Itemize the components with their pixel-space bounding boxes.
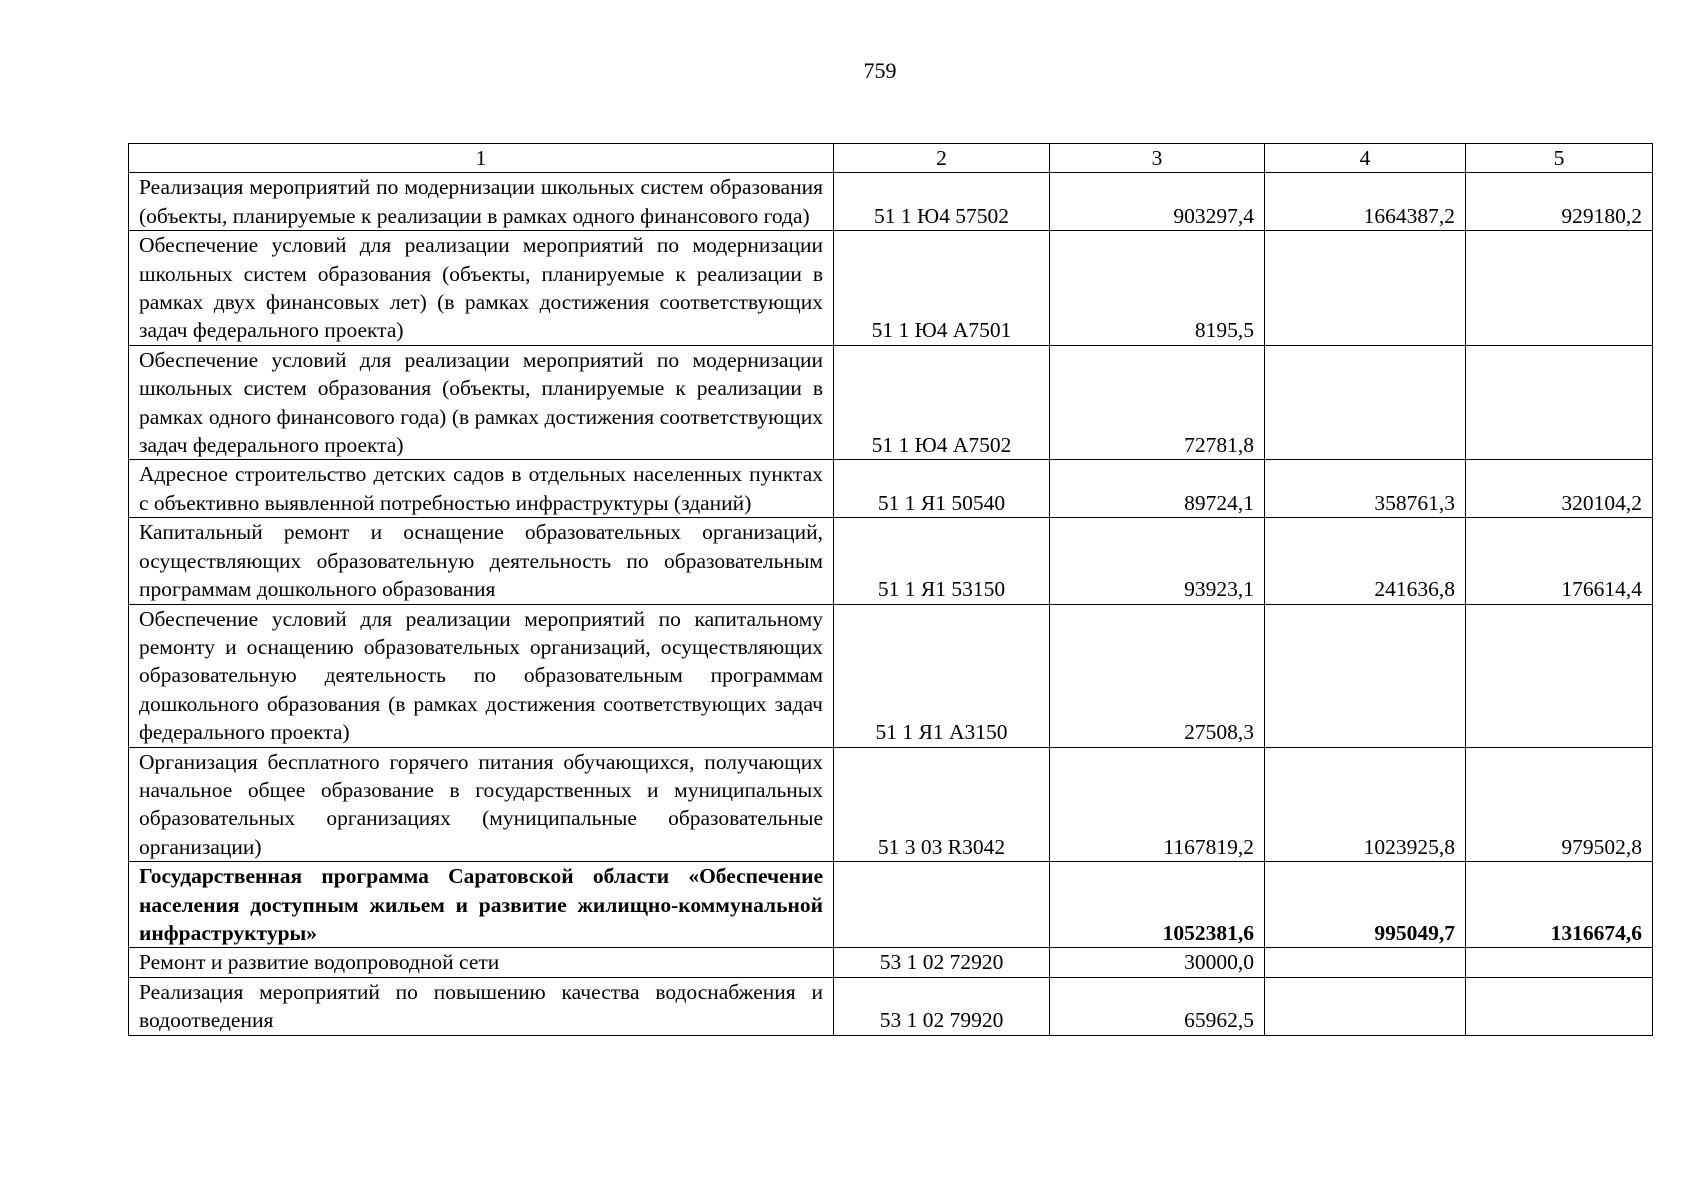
row-name: Организация бесплатного горячего питания обучающихся, получающих начальное общее образование в государственных и муниципальных образовательных организациях (муниципальные образовательные организации) — [129, 747, 834, 862]
table-row — [129, 604, 1653, 747]
row-value-3: 1052381,6 — [1050, 862, 1265, 948]
row-value-3: 65962,5 — [1050, 977, 1265, 1035]
table-row — [129, 948, 1653, 977]
row-value-5 — [1466, 948, 1653, 977]
row-name: Адресное строительство детских садов в отдельных населенных пунктах с объективно выявленной потребностью инфраструктуры (зданий) — [129, 460, 834, 518]
table-row — [129, 977, 1653, 1035]
row-name: Реализация мероприятий по модернизации школьных систем образования (объекты, планируемые к реализации в рамках одного финансового года) — [129, 173, 834, 231]
table-row — [129, 460, 1653, 518]
row-code: 51 1 Я1 50540 — [834, 460, 1050, 518]
row-value-5: 929180,2 — [1466, 173, 1653, 231]
row-value-5 — [1466, 345, 1653, 460]
row-code: 51 1 Ю4 А7502 — [834, 345, 1050, 460]
row-value-5 — [1466, 977, 1653, 1035]
row-name: Обеспечение условий для реализации мероприятий по капитальному ремонту и оснащению образовательных организаций, осуществляющих образовательную деятельность по образовательным программам дошкольного образования (в рамках достижения соответствующих задач федерального проекта) — [129, 604, 834, 747]
row-value-5: 176614,4 — [1466, 518, 1653, 604]
row-value-3: 27508,3 — [1050, 604, 1265, 747]
row-code: 51 1 Ю4 А7501 — [834, 231, 1050, 346]
row-value-5: 979502,8 — [1466, 747, 1653, 862]
table-row — [129, 345, 1653, 460]
column-header-5: 5 — [1466, 144, 1653, 173]
column-header-4: 4 — [1265, 144, 1466, 173]
row-name: Ремонт и развитие водопроводной сети — [129, 948, 834, 977]
row-value-4 — [1265, 231, 1466, 346]
row-name: Реализация мероприятий по повышению качества водоснабжения и водоотведения — [129, 977, 834, 1035]
row-value-4: 1664387,2 — [1265, 173, 1466, 231]
row-name: Обеспечение условий для реализации мероприятий по модернизации школьных систем образования (объекты, планируемые к реализации в рамках двух финансовых лет) (в рамках достижения соответствующих задач федерального проекта) — [129, 231, 834, 346]
row-code — [834, 862, 1050, 948]
row-code: 51 1 Я1 53150 — [834, 518, 1050, 604]
row-code: 53 1 02 72920 — [834, 948, 1050, 977]
row-value-5 — [1466, 604, 1653, 747]
row-value-4: 1023925,8 — [1265, 747, 1466, 862]
row-value-3: 1167819,2 — [1050, 747, 1265, 862]
row-code: 51 1 Я1 А3150 — [834, 604, 1050, 747]
row-code: 51 1 Ю4 57502 — [834, 173, 1050, 231]
row-code: 51 3 03 R3042 — [834, 747, 1050, 862]
column-header-2: 2 — [834, 144, 1050, 173]
table-row — [129, 518, 1653, 604]
row-value-4 — [1265, 977, 1466, 1035]
row-value-3: 89724,1 — [1050, 460, 1265, 518]
row-value-3: 903297,4 — [1050, 173, 1265, 231]
row-value-5 — [1466, 231, 1653, 346]
budget-table — [128, 143, 1653, 1036]
column-header-1: 1 — [129, 144, 834, 173]
table-row — [129, 231, 1653, 346]
table-row — [129, 173, 1653, 231]
program-name: Государственная программа Саратовской области «Обеспечение населения доступным жильем и развитие жилищно-коммунальной инфраструктуры» — [129, 862, 834, 948]
row-value-3: 93923,1 — [1050, 518, 1265, 604]
row-value-4: 995049,7 — [1265, 862, 1466, 948]
row-value-4 — [1265, 604, 1466, 747]
row-name: Капитальный ремонт и оснащение образовательных организаций, осуществляющих образовательную деятельность по образовательным программам дошкольного образования — [129, 518, 834, 604]
row-value-5: 320104,2 — [1466, 460, 1653, 518]
row-value-3: 30000,0 — [1050, 948, 1265, 977]
page-number: 759 — [863, 58, 897, 83]
row-value-5: 1316674,6 — [1466, 862, 1653, 948]
table-row — [129, 747, 1653, 862]
row-value-4: 241636,8 — [1265, 518, 1466, 604]
row-value-4 — [1265, 345, 1466, 460]
row-value-4 — [1265, 948, 1466, 977]
row-name: Обеспечение условий для реализации мероприятий по модернизации школьных систем образования (объекты, планируемые к реализации в рамках одного финансового года) (в рамках достижения соответствующих задач федерального проекта) — [129, 345, 834, 460]
row-value-4: 358761,3 — [1265, 460, 1466, 518]
program-total-row — [129, 862, 1653, 948]
column-header-3: 3 — [1050, 144, 1265, 173]
header-row — [129, 144, 1653, 173]
row-value-3: 72781,8 — [1050, 345, 1265, 460]
row-value-3: 8195,5 — [1050, 231, 1265, 346]
row-code: 53 1 02 79920 — [834, 977, 1050, 1035]
